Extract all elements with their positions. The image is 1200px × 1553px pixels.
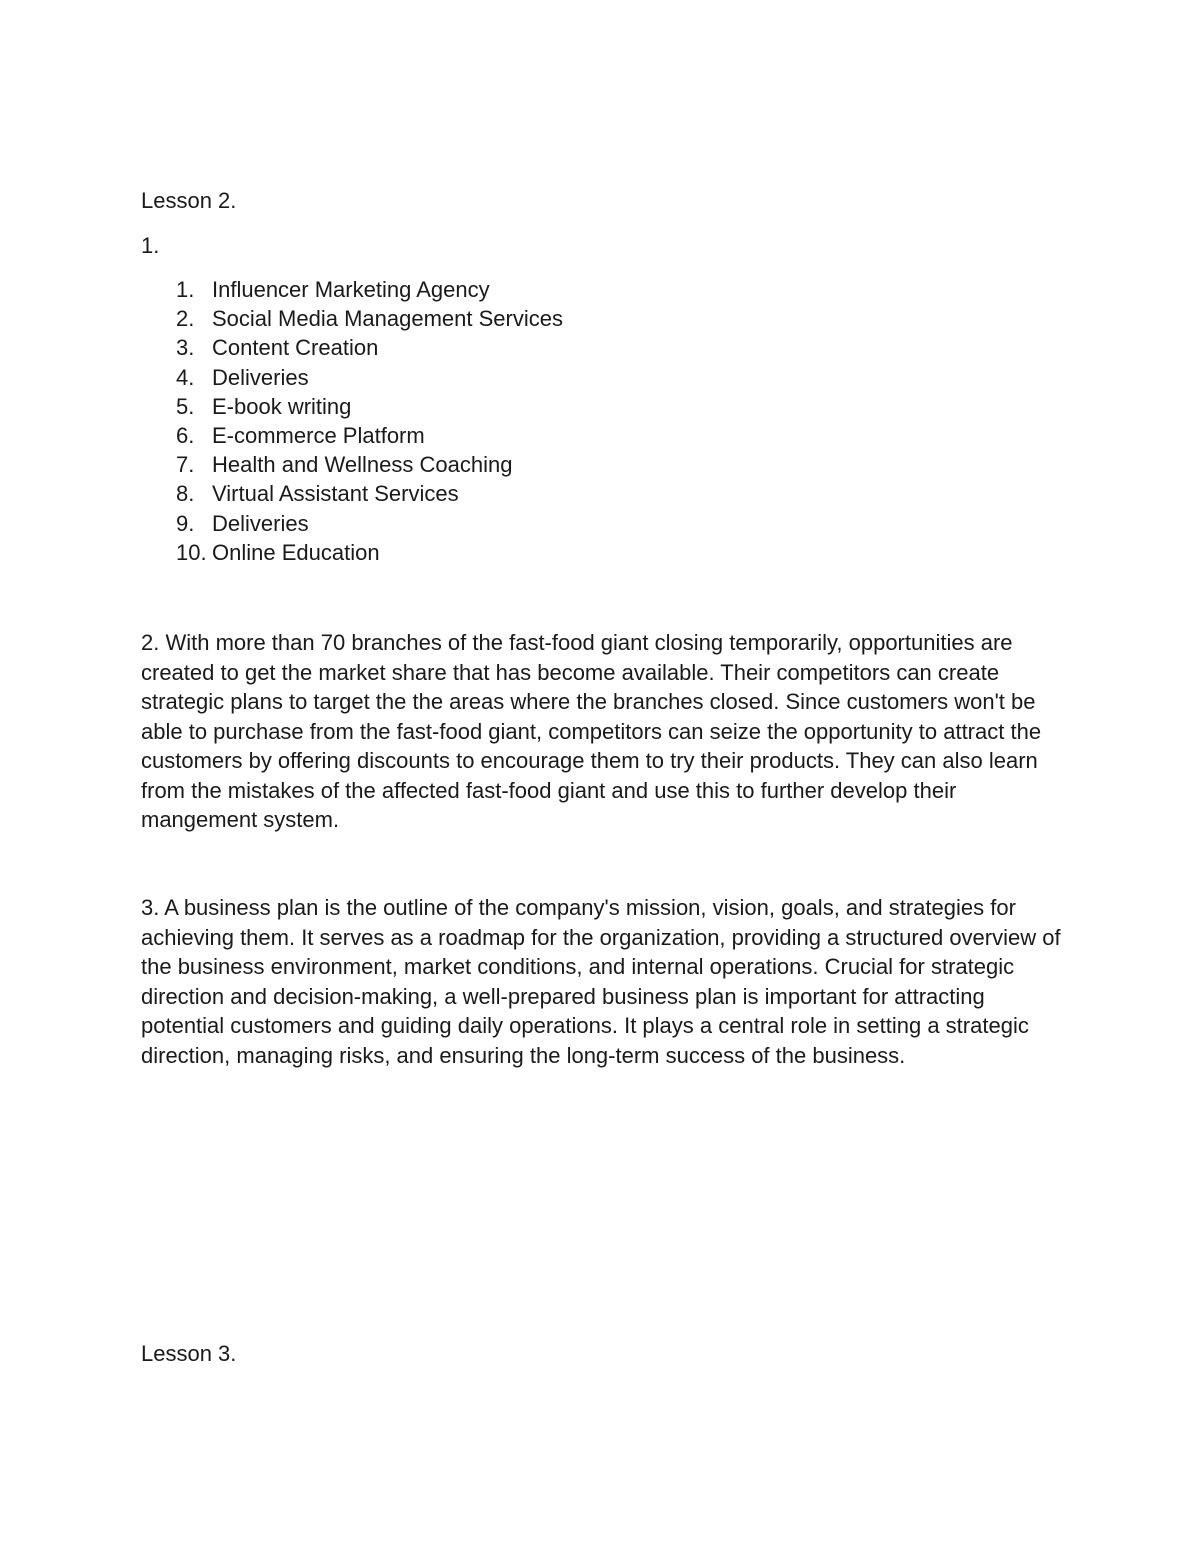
list-item-number: 7. <box>176 452 195 478</box>
question-2-answer: 2. With more than 70 branches of the fast-food giant closing temporarily, opportunities are created to get the market share that has become available. Their competitors can create strategic plans to target the the areas where the branches closed. Since customers won't be able to purchase from the fast-food giant, competitors can seize the opportunity to attract the customers by offering discounts to encourage them to try their products. They can also learn from the mistakes of the affected fast-food giant and use this to further develop their mangement system. <box>141 630 1042 832</box>
list-item-number: 6. <box>176 422 195 448</box>
lesson-3-heading: Lesson 3. <box>141 1341 237 1366</box>
list-item <box>141 421 1061 450</box>
list-item-number: 2. <box>176 306 195 332</box>
list-item-text: Deliveries <box>212 364 309 390</box>
list-item-text: Virtual Assistant Services <box>212 481 459 507</box>
list-item-text: Social Media Management Services <box>212 306 563 332</box>
list-item-number: 5. <box>176 393 195 419</box>
list-item <box>141 538 1061 567</box>
list-item-text: Health and Wellness Coaching <box>212 452 513 478</box>
list-item-text: E-commerce Platform <box>212 422 425 448</box>
question-1-label: 1. <box>141 233 160 258</box>
list-item <box>141 275 1061 304</box>
list-item-text: Influencer Marketing Agency <box>212 277 490 302</box>
list-item <box>141 363 1061 392</box>
list-item-text: Deliveries <box>212 510 309 536</box>
list-item-number: 8. <box>176 481 195 507</box>
question-1-answer-list <box>141 275 1061 567</box>
list-item-number: 3. <box>176 335 195 361</box>
list-item-text: Online Education <box>212 539 380 565</box>
list-item <box>141 450 1061 479</box>
list-item <box>141 479 1061 508</box>
list-item-number: 1. <box>176 277 195 302</box>
list-item <box>141 333 1061 362</box>
question-3-answer: 3. A business plan is the outline of the company's mission, vision, goals, and strategies for achieving them. It serves as a roadmap for the organization, providing a structured overview of the business environment, market conditions, and internal operations. Crucial for strategic direction and decision-making, a well-prepared business plan is important for attracting potential customers and guiding daily operations. It plays a central role in setting a strategic direction, managing risks, and ensuring the long-term success of the business. <box>141 895 1061 1068</box>
list-item-text: Content Creation <box>212 335 379 361</box>
list-item-number: 10. <box>176 539 207 565</box>
list-item <box>141 304 1061 333</box>
lesson-2-heading: Lesson 2. <box>141 188 237 213</box>
list-item <box>141 392 1061 421</box>
list-item-number: 9. <box>176 510 195 536</box>
list-item <box>141 509 1061 538</box>
list-item-number: 4. <box>176 364 195 390</box>
list-item-text: E-book writing <box>212 393 352 419</box>
